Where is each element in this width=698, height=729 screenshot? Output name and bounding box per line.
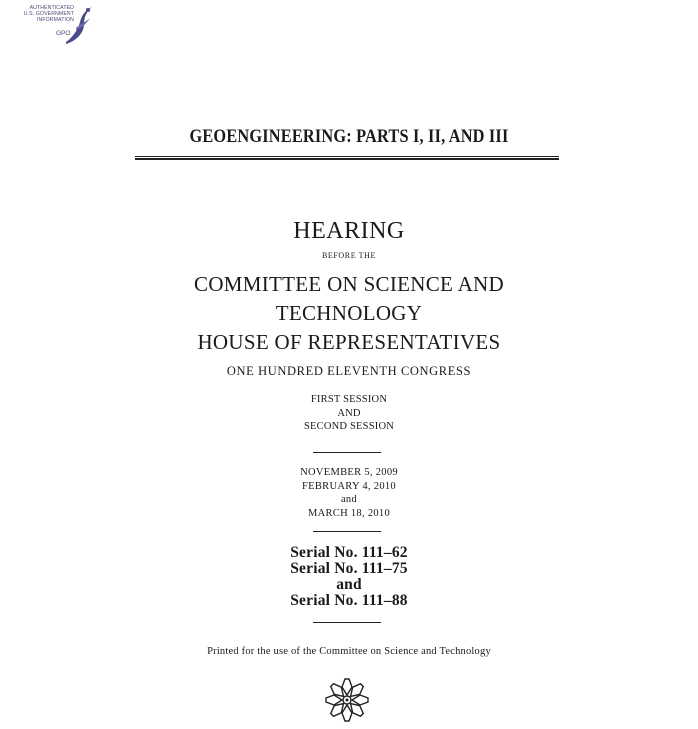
serial-line-4: Serial No. 111–88 — [290, 592, 408, 609]
session-line-1: FIRST SESSION — [310, 394, 388, 405]
serial-line-1: Serial No. 111–62 — [290, 544, 408, 561]
serial-numbers — [0, 545, 698, 609]
date-line-3: and — [340, 494, 358, 505]
date-line-4: MARCH 18, 2010 — [307, 507, 391, 519]
committee-line-3: HOUSE OF REPRESENTATIVES — [197, 330, 501, 354]
hearing-heading: HEARING — [293, 218, 405, 244]
eagle-icon — [62, 4, 94, 46]
title-double-rule — [135, 156, 559, 160]
sessions-block — [0, 393, 698, 434]
date-line-2: FEBRUARY 4, 2010 — [302, 480, 396, 492]
committee-line-2: TECHNOLOGY — [275, 301, 423, 325]
before-the-label: BEFORE THE — [321, 251, 377, 260]
session-line-2: AND — [337, 407, 361, 419]
printed-for-note: Printed for the use of the Committee on Science and Technology — [207, 646, 491, 657]
hearing-title: GEOENGINEERING: PARTS I, II, AND III — [189, 126, 509, 147]
hearing-dates — [0, 466, 698, 520]
gpo-authentication-seal — [6, 4, 96, 46]
seal-line-2: U.S. GOVERNMENT — [23, 11, 74, 17]
session-line-3: SECOND SESSION — [303, 421, 395, 432]
serial-line-2: Serial No. 111–75 — [290, 560, 408, 577]
separator-rule-1 — [313, 452, 381, 453]
seal-gpo-label: GPO — [56, 30, 71, 37]
seal-line-3: INFORMATION — [36, 17, 74, 23]
committee-name — [0, 270, 698, 357]
congress-label: ONE HUNDRED ELEVENTH CONGRESS — [226, 364, 472, 378]
date-line-1: NOVEMBER 5, 2009 — [300, 467, 398, 478]
serial-line-3: and — [336, 576, 362, 593]
separator-rule-3 — [313, 622, 381, 623]
gpo-ornament-icon — [323, 676, 371, 724]
committee-line-1: COMMITTEE ON SCIENCE AND — [194, 272, 504, 296]
separator-rule-2 — [313, 531, 381, 532]
seal-line-1: AUTHENTICATED — [29, 5, 74, 11]
